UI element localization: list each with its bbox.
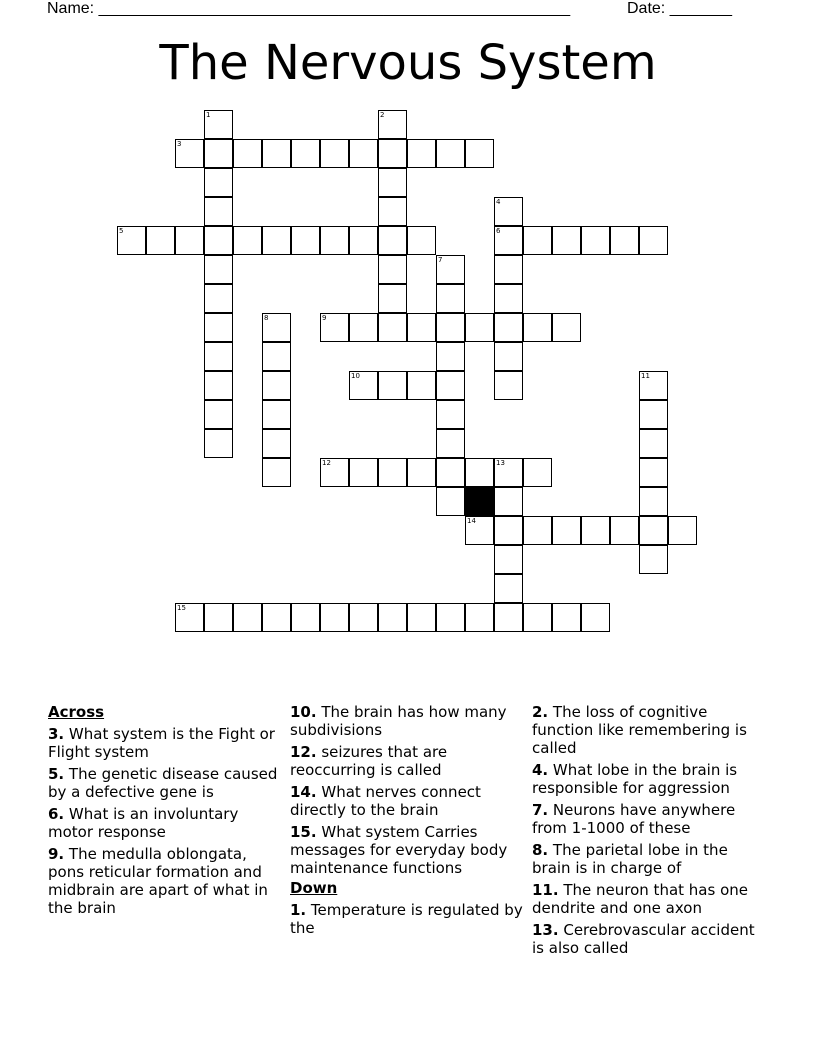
date-line: Date: _______: [627, 0, 732, 17]
across-heading: Across: [48, 703, 105, 721]
grid-cell[interactable]: [523, 313, 552, 342]
grid-cell[interactable]: [523, 458, 552, 487]
grid-cell[interactable]: [378, 197, 407, 226]
clue-across-5: 5. The genetic disease caused by a defective gene is: [48, 765, 278, 801]
clue-across-3: 3. What system is the Fight or Flight system: [48, 725, 275, 761]
grid-cell[interactable]: [668, 516, 697, 545]
grid-cell[interactable]: [639, 371, 668, 400]
grid-cell[interactable]: [262, 139, 291, 168]
clue-number-12: 12: [322, 459, 331, 467]
grid-cell[interactable]: [262, 313, 291, 342]
grid-cell[interactable]: [523, 603, 552, 632]
grid-cell[interactable]: [436, 313, 465, 342]
grid-cell[interactable]: [523, 226, 552, 255]
grid-cell[interactable]: [639, 545, 668, 574]
grid-cell[interactable]: [262, 226, 291, 255]
grid-cell[interactable]: [436, 603, 465, 632]
grid-cell[interactable]: [494, 458, 523, 487]
grid-cell[interactable]: [639, 487, 668, 516]
clue-number-8: 8: [264, 314, 269, 322]
down-heading: Down: [290, 879, 338, 897]
grid-cell[interactable]: [320, 226, 349, 255]
grid-cell[interactable]: [146, 226, 175, 255]
grid-cell[interactable]: [378, 458, 407, 487]
clue-number-3: 3: [177, 140, 182, 148]
clue-down-7: 7. Neurons have anywhere from 1-1000 of these: [532, 801, 736, 837]
grid-cell[interactable]: [349, 226, 378, 255]
grid-cell[interactable]: [465, 313, 494, 342]
grid-cell[interactable]: [494, 574, 523, 603]
grid-cell[interactable]: [291, 226, 320, 255]
clue-number-10: 10: [351, 372, 360, 380]
grid-cell[interactable]: [639, 226, 668, 255]
clue-across-15: 15. What system Carries messages for everyday body maintenance functions: [290, 823, 508, 877]
grid-cell[interactable]: [262, 458, 291, 487]
grid-cell[interactable]: [494, 545, 523, 574]
grid-cell[interactable]: [581, 226, 610, 255]
grid-cell[interactable]: [494, 603, 523, 632]
page-title: The Nervous System: [159, 35, 657, 91]
grid-cell[interactable]: [639, 400, 668, 429]
grid-cell[interactable]: [494, 371, 523, 400]
grid-cell[interactable]: [262, 400, 291, 429]
clue-number-5: 5: [119, 227, 124, 235]
grid-cell[interactable]: [204, 429, 233, 458]
grid-cell[interactable]: [262, 429, 291, 458]
grid-cell[interactable]: [494, 342, 523, 371]
grid-cell[interactable]: [204, 226, 233, 255]
grid-cell[interactable]: [262, 371, 291, 400]
clue-number-15: 15: [177, 604, 186, 612]
grid-cell[interactable]: [349, 603, 378, 632]
grid-cell[interactable]: [436, 255, 465, 284]
clue-number-11: 11: [641, 372, 650, 380]
grid-cell[interactable]: [204, 313, 233, 342]
grid-cell[interactable]: [494, 313, 523, 342]
clue-down-11: 11. The neuron that has one dendrite and one axon: [532, 881, 748, 917]
grid-cell[interactable]: [349, 371, 378, 400]
name-line: Name: _____________________________________________________: [47, 0, 571, 17]
clue-column-3: [532, 703, 768, 961]
grid-cell[interactable]: [233, 603, 262, 632]
clue-number-9: 9: [322, 314, 327, 322]
grid-cell[interactable]: [407, 139, 436, 168]
grid-cell[interactable]: [436, 458, 465, 487]
grid-cell[interactable]: [378, 168, 407, 197]
grid-cell[interactable]: [204, 197, 233, 226]
grid-cell[interactable]: [436, 284, 465, 313]
grid-cell[interactable]: [378, 139, 407, 168]
clue-across-9: 9. The medulla oblongata, pons reticular formation and midbrain are apart of what in the brain: [48, 845, 268, 917]
clue-number-2: 2: [380, 111, 385, 119]
grid-cell[interactable]: [639, 458, 668, 487]
grid-cell[interactable]: [552, 226, 581, 255]
clue-down-4: 4. What lobe in the brain is responsible for aggression: [532, 761, 738, 797]
grid-block: [465, 487, 494, 516]
grid-cell[interactable]: [204, 400, 233, 429]
grid-cell[interactable]: [407, 226, 436, 255]
grid-cell[interactable]: [639, 429, 668, 458]
grid-cell[interactable]: [291, 139, 320, 168]
grid-cell[interactable]: [378, 110, 407, 139]
grid-cell[interactable]: [436, 400, 465, 429]
grid-cell[interactable]: [378, 603, 407, 632]
clue-across-10: 10. The brain has how many subdivisions: [290, 703, 507, 739]
grid-cell[interactable]: [349, 139, 378, 168]
grid-cell[interactable]: [407, 458, 436, 487]
grid-cell[interactable]: [320, 458, 349, 487]
clue-number-6: 6: [496, 227, 501, 235]
clue-number-4: 4: [496, 198, 501, 206]
grid-cell[interactable]: [465, 458, 494, 487]
grid-cell[interactable]: [320, 139, 349, 168]
grid-cell[interactable]: [320, 313, 349, 342]
grid-cell[interactable]: [436, 429, 465, 458]
grid-cell[interactable]: [378, 371, 407, 400]
grid-cell[interactable]: [175, 139, 204, 168]
grid-cell[interactable]: [407, 371, 436, 400]
grid-cell[interactable]: [291, 603, 320, 632]
grid-cell[interactable]: [175, 226, 204, 255]
grid-cell[interactable]: [204, 284, 233, 313]
grid-cell[interactable]: [407, 603, 436, 632]
grid-cell[interactable]: [494, 197, 523, 226]
grid-cell[interactable]: [204, 342, 233, 371]
clue-down-13: 13. Cerebrovascular accident is also called: [532, 921, 755, 957]
grid-cell[interactable]: [407, 313, 436, 342]
grid-cell[interactable]: [320, 603, 349, 632]
clue-across-6: 6. What is an involuntary motor response: [48, 805, 239, 841]
grid-cell[interactable]: [581, 516, 610, 545]
grid-cell[interactable]: [262, 342, 291, 371]
clue-down-2: 2. The loss of cognitive function like remembering is called: [532, 703, 747, 757]
grid-cell[interactable]: [378, 284, 407, 313]
grid-cell[interactable]: [204, 168, 233, 197]
grid-cell[interactable]: [523, 516, 552, 545]
grid-cell[interactable]: [552, 603, 581, 632]
clue-column-1: [48, 703, 284, 921]
grid-cell[interactable]: [233, 226, 262, 255]
grid-cell[interactable]: [204, 110, 233, 139]
grid-cell[interactable]: [378, 255, 407, 284]
grid-cell[interactable]: [552, 313, 581, 342]
clue-down-8: 8. The parietal lobe in the brain is in charge of: [532, 841, 728, 877]
grid-cell[interactable]: [378, 313, 407, 342]
clue-across-14: 14. What nerves connect directly to the brain: [290, 783, 481, 819]
clue-across-12: 12. seizures that are reoccurring is called: [290, 743, 448, 779]
clue-number-14: 14: [467, 517, 476, 525]
grid-cell[interactable]: [204, 371, 233, 400]
grid-cell[interactable]: [175, 603, 204, 632]
grid-cell[interactable]: [494, 487, 523, 516]
grid-cell[interactable]: [204, 255, 233, 284]
clue-column-2: [290, 703, 526, 941]
grid-cell[interactable]: [494, 516, 523, 545]
grid-cell[interactable]: [204, 603, 233, 632]
grid-cell[interactable]: [436, 371, 465, 400]
grid-cell[interactable]: [436, 342, 465, 371]
grid-cell[interactable]: [349, 313, 378, 342]
grid-cell[interactable]: [204, 139, 233, 168]
grid-cell[interactable]: [378, 226, 407, 255]
grid-cell[interactable]: [465, 603, 494, 632]
clue-number-7: 7: [438, 256, 443, 264]
grid-cell[interactable]: [610, 516, 639, 545]
grid-cell[interactable]: [117, 226, 146, 255]
grid-cell[interactable]: [639, 516, 668, 545]
grid-cell[interactable]: [494, 255, 523, 284]
grid-cell[interactable]: [494, 284, 523, 313]
grid-cell[interactable]: [436, 487, 465, 516]
grid-cell[interactable]: [436, 139, 465, 168]
clue-down-1: 1. Temperature is regulated by the: [290, 901, 523, 937]
grid-cell[interactable]: [233, 139, 262, 168]
grid-cell[interactable]: [349, 458, 378, 487]
grid-cell[interactable]: [552, 516, 581, 545]
clue-number-1: 1: [206, 111, 211, 119]
grid-cell[interactable]: [465, 139, 494, 168]
grid-cell[interactable]: [262, 603, 291, 632]
clue-number-13: 13: [496, 459, 505, 467]
grid-cell[interactable]: [494, 226, 523, 255]
grid-cell[interactable]: [610, 226, 639, 255]
grid-cell[interactable]: [581, 603, 610, 632]
grid-cell[interactable]: [465, 516, 494, 545]
